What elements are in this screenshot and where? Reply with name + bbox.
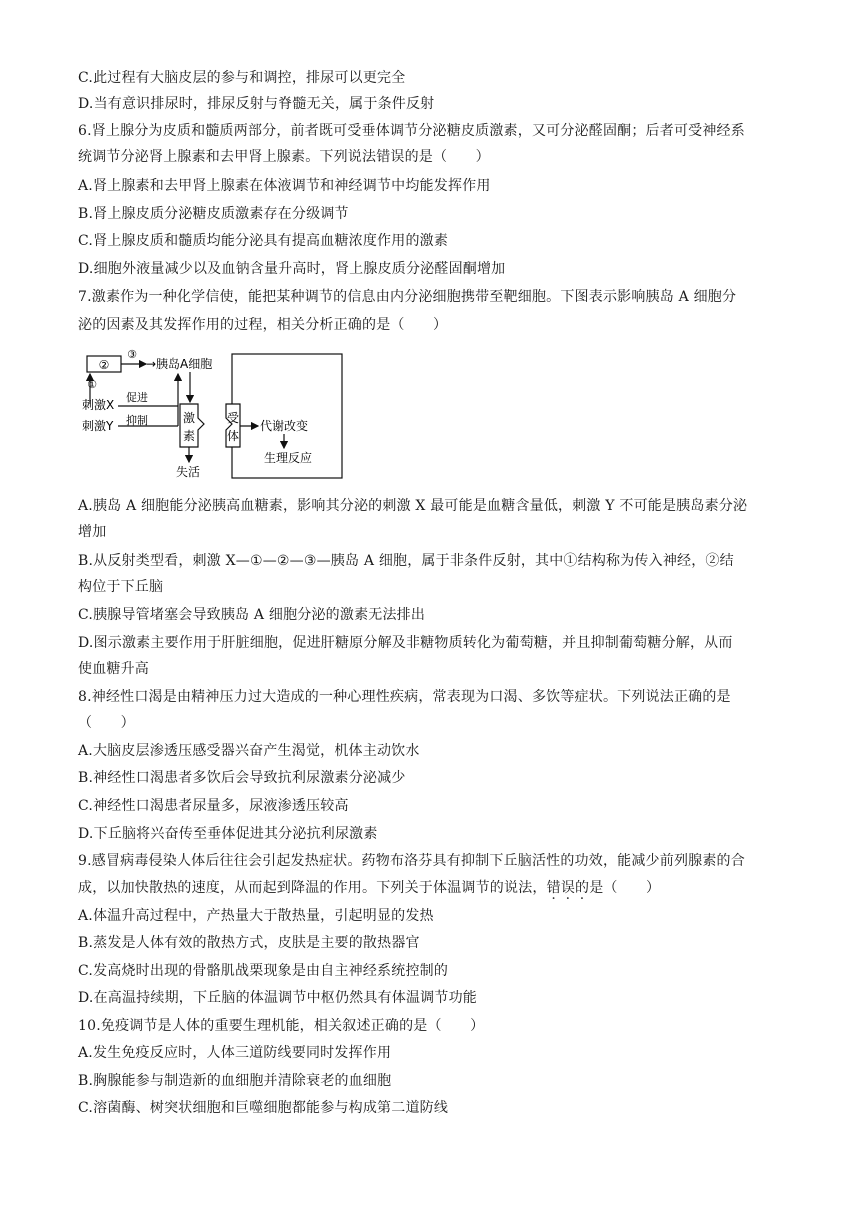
q10-option-a: A.发生免疫反应时，人体三道防线要同时发挥作用 [78, 1045, 392, 1061]
emphasis-char: 误 [560, 880, 576, 896]
q7-diagram [78, 344, 348, 484]
q9-option-c: C.发高烧时出现的骨骼肌战栗现象是由自主神经系统控制的 [78, 963, 449, 979]
q7-stem-line1: 7.激素作为一种化学信使，能把某种调节的信息由内分泌细胞携带至靶细胞。下图表示影响胰岛 A 细胞分 [78, 289, 737, 305]
islet-a-cell-label: →胰岛A细胞 [146, 357, 213, 371]
emphasis-char: 错 [546, 880, 561, 896]
q6-stem-line2: 统调节分泌肾上腺素和去甲肾上腺素。下列说法错误的是（ ） [78, 149, 490, 165]
q10-option-c: C.溶菌酶、树突状细胞和巨噬细胞都能参与构成第二道防线 [78, 1100, 449, 1116]
stimulus-x-label: 刺激X [82, 398, 115, 412]
q8-stem-line1: 8.神经性口渴是由精神压力过大造成的一种心理性疾病，常表现为口渴、多饮等症状。下列说法正确的是 [78, 689, 731, 705]
q8-option-a: A.大脑皮层渗透压感受器兴奋产生渴觉，机体主动饮水 [78, 743, 420, 759]
q6-option-b: B.肾上腺皮质分泌糖皮质激素存在分级调节 [78, 206, 349, 222]
q6-stem-line1: 6.肾上腺分为皮质和髓质两部分，前者既可受垂体调节分泌糖皮质激素，又可分泌醛固酮；后者可受神经系 [78, 123, 745, 139]
receptor-char-1: 受 [226, 411, 240, 425]
q10-stem: 10.免疫调节是人体的重要生理机能，相关叙述正确的是（ ） [78, 1018, 485, 1034]
stimulus-y-label: 刺激Y [82, 419, 114, 433]
q6-option-d: D.细胞外液量减少以及血钠含量升高时，肾上腺皮质分泌醛固酮增加 [78, 261, 506, 277]
inhibit-label: 抑制 [126, 414, 148, 427]
q7-option-b-line2: 构位于下丘脑 [78, 579, 164, 595]
q9-stem-part1: 成，以加快散热的速度，从而起到降温的作用。下列关于体温调节的说法， [78, 880, 547, 896]
q7-option-a-line1: A.胰岛 A 细胞能分泌胰高血糖素，影响其分泌的刺激 X 最可能是血糖含量低，刺激 Y 不可能是胰岛素分泌 [78, 498, 748, 514]
q8-stem-line2: （ ） [78, 715, 135, 731]
receptor-char-2: 体 [226, 429, 240, 443]
q9-stem-line1: 9.感冒病毒侵染人体后往往会引起发热症状。药物布洛芬具有抑制下丘脑活性的功效，能减少前列腺素的合 [78, 853, 745, 869]
q6-option-a: A.肾上腺素和去甲肾上腺素在体液调节和神经调节中均能发挥作用 [78, 178, 491, 194]
q7-option-d-line2: 使血糖升高 [78, 661, 149, 677]
emphasis-word [547, 880, 590, 896]
q9-stem-part3: 是（ ） [589, 880, 661, 896]
q9-option-b: B.蒸发是人体有效的散热方式，皮肤是主要的散热器官 [78, 935, 420, 951]
q9-stem-line2 [78, 878, 788, 898]
q5-option-d: D.当有意识排尿时，排尿反射与脊髓无关，属于条件反射 [78, 96, 435, 112]
q10-option-b: B.胸腺能参与制造新的血细胞并清除衰老的血细胞 [78, 1073, 392, 1089]
q7-option-c: C.胰腺导管堵塞会导致胰岛 A 细胞分泌的激素无法排出 [78, 607, 426, 623]
label-3: ③ [127, 348, 137, 361]
q6-option-c: C.肾上腺皮质和髓质均能分泌具有提高血糖浓度作用的激素 [78, 233, 449, 249]
q8-option-c: C.神经性口渴患者尿量多，尿液渗透压较高 [78, 798, 349, 814]
physiological-response-label: 生理反应 [264, 451, 313, 465]
q5-option-c: C.此过程有大脑皮层的参与和调控，排尿可以更完全 [78, 70, 406, 86]
label-1: ① [87, 378, 97, 391]
label-2: ② [98, 358, 110, 372]
promote-label: 促进 [126, 391, 148, 404]
inactivation-label: 失活 [176, 465, 201, 479]
q9-option-d: D.在高温持续期，下丘脑的体温调节中枢仍然具有体温调节功能 [78, 990, 477, 1006]
q7-stem-line2: 泌的因素及其发挥作用的过程，相关分析正确的是（ ） [78, 317, 448, 333]
hormone-char-2: 素 [182, 429, 196, 443]
q8-option-b: B.神经性口渴患者多饮后会导致抗利尿激素分泌减少 [78, 770, 406, 786]
hormone-char-1: 激 [182, 411, 196, 425]
q9-option-a: A.体温升高过程中，产热量大于散热量，引起明显的发热 [78, 908, 434, 924]
metabolism-change-label: 代谢改变 [260, 419, 309, 433]
q7-option-a-line2: 增加 [78, 524, 107, 540]
emphasis-char: 的 [575, 880, 590, 896]
q7-option-b-line1: B.从反射类型看，刺激 X—①—②—③—胰岛 A 细胞，属于非条件反射，其中①结构称为传入神经，②结 [78, 553, 734, 569]
q8-option-d: D.下丘脑将兴奋传至垂体促进其分泌抗利尿激素 [78, 826, 378, 842]
q7-option-d-line1: D.图示激素主要作用于肝脏细胞，促进肝糖原分解及非糖物质转化为葡萄糖，并且抑制葡萄糖分解，从而 [78, 635, 733, 651]
